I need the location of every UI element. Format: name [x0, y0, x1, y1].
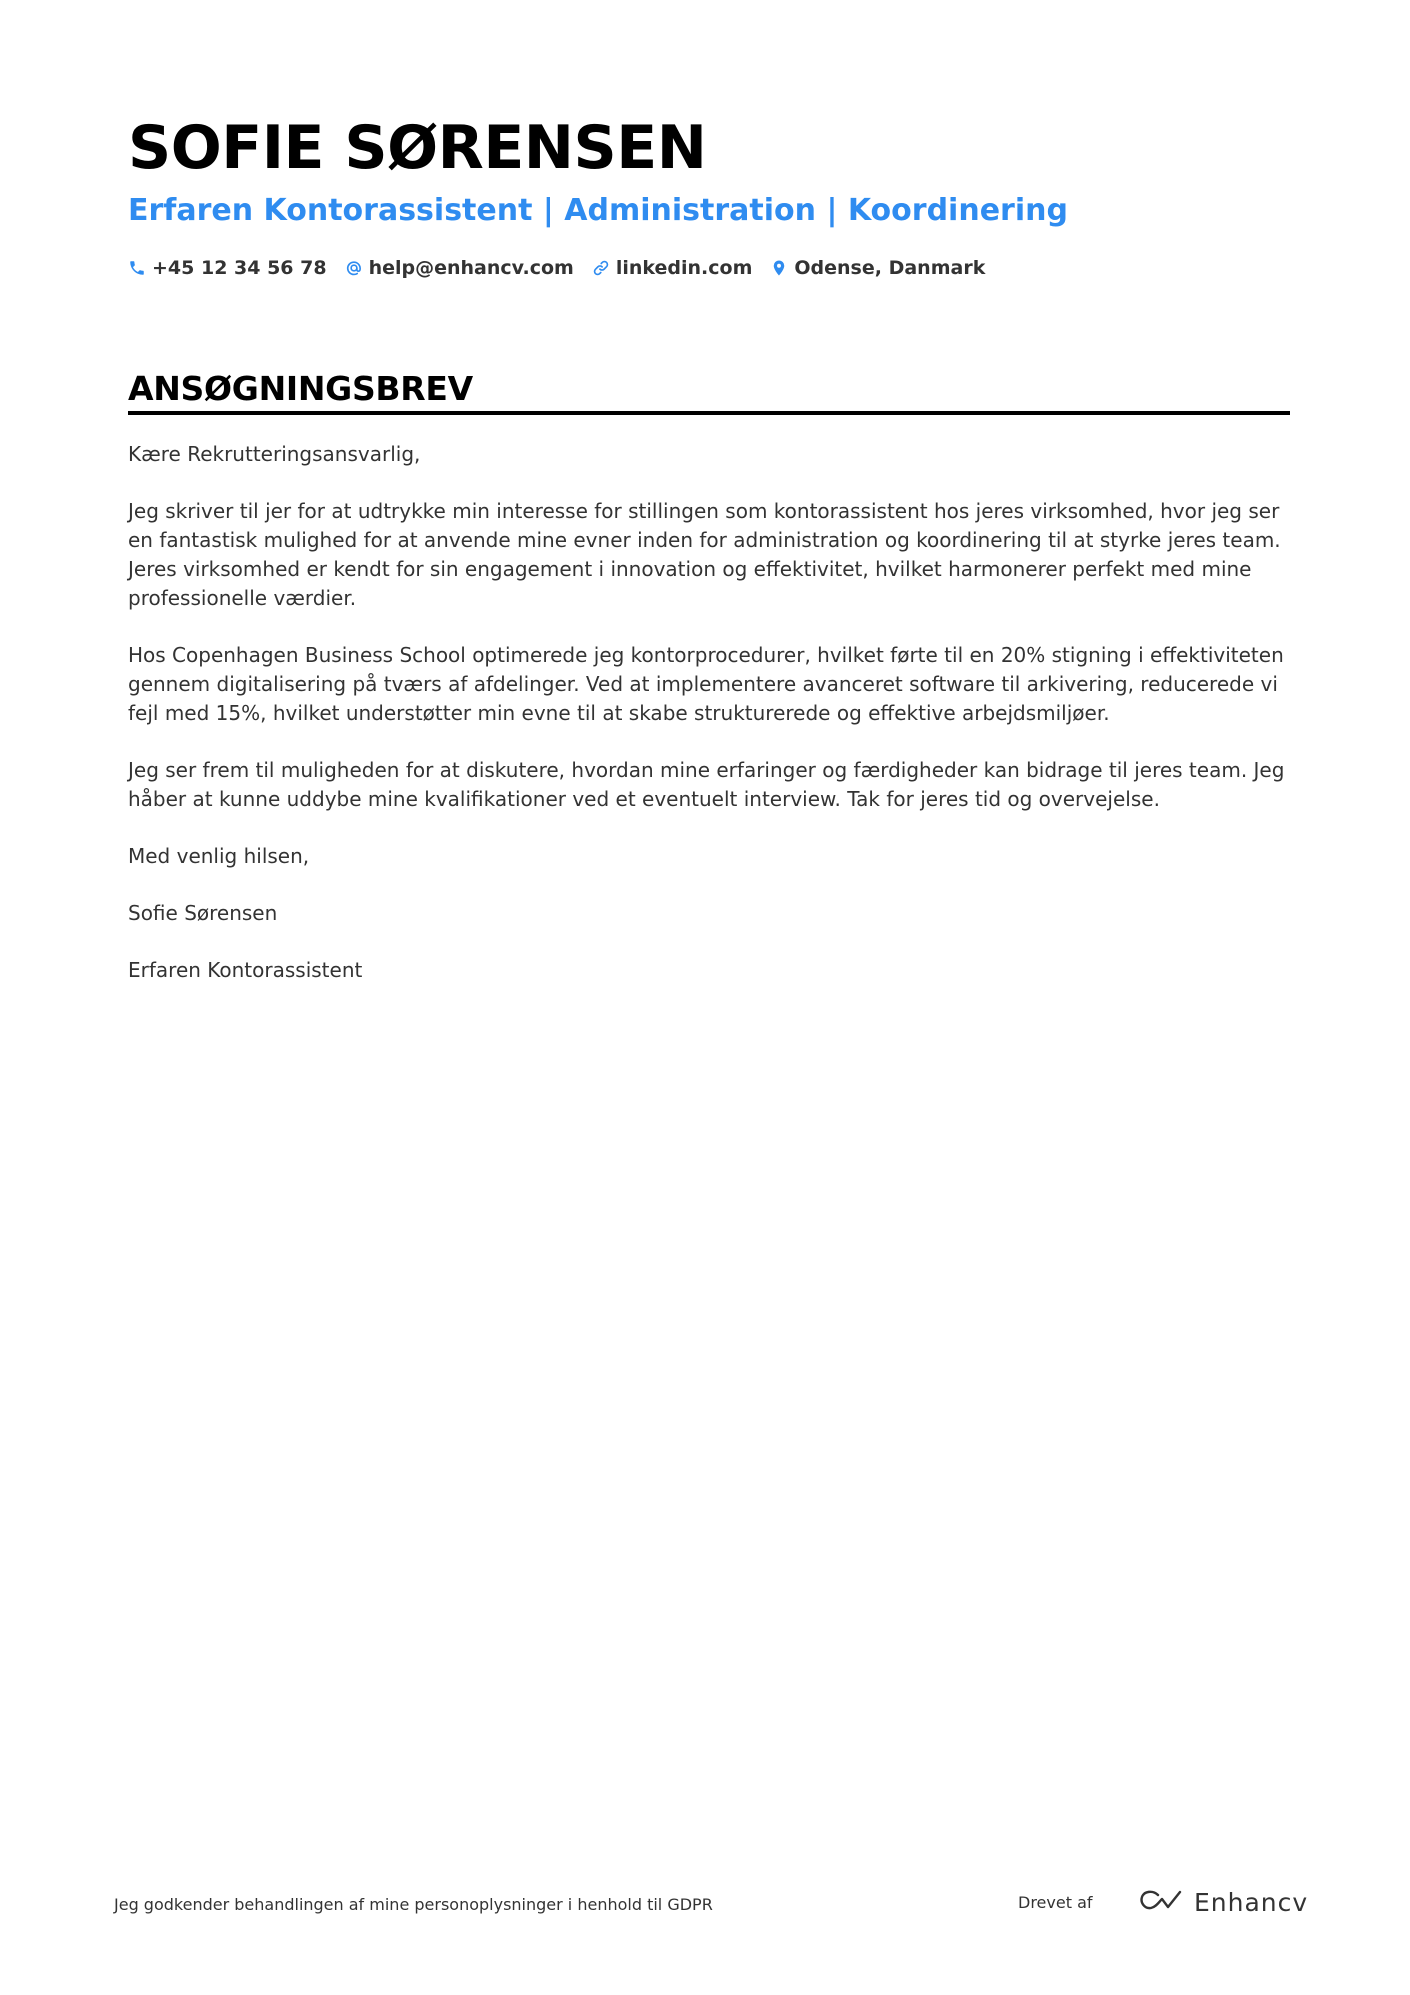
gdpr-consent: Jeg godkender behandlingen af mine personoplysninger i henhold til GDPR — [114, 1895, 713, 1914]
letter-signature-name: Sofie Sørensen — [128, 901, 278, 925]
letter-paragraph: Jeg skriver til jer for at udtrykke min interesse for stillingen som kontorassistent hos jeres virksomhed, hvor jeg ser en fantastisk mulighed for at anvende mine evner inden for administration og koordinering til at styrke jeres team. Jeres virksomhed er kendt for sin engagement i innovation og effektivitet, hvilket harmonerer perfekt med mine professionelle værdier. — [128, 499, 1281, 610]
contact-linkedin[interactable] — [592, 257, 753, 279]
letter-closing: Med venlig hilsen, — [128, 844, 310, 868]
location-pin-icon — [770, 259, 788, 277]
letter-paragraph: Hos Copenhagen Business School optimerede jeg kontorprocedurer, hvilket førte til en 20% stigning i effektiviteten gennem digitalisering på tværs af afdelinger. Ved at implementere avanceret software til arkivering, reducerede vi fejl med 15%, hvilket understøtter min evne til at skabe strukturerede og effektive arbejdsmiljøer. — [128, 643, 1284, 725]
contact-location — [770, 257, 985, 279]
powered-by-label: Drevet af — [1018, 1893, 1093, 1912]
phone-icon — [128, 259, 146, 277]
candidate-name: SOFIE SØRENSEN — [128, 113, 707, 183]
letter-salutation: Kære Rekrutteringsansvarlig, — [128, 442, 421, 466]
candidate-title: Erfaren Kontorassistent | Administration | Koordinering — [128, 193, 1068, 228]
contact-bar — [128, 252, 985, 284]
link-icon — [592, 259, 610, 277]
contact-linkedin-text: linkedin.com — [615, 257, 753, 279]
brand-logo[interactable] — [1138, 1886, 1308, 1920]
contact-phone[interactable] — [128, 257, 327, 279]
section-divider — [128, 411, 1290, 415]
contact-phone-text: +45 12 34 56 78 — [152, 257, 327, 279]
letter-body — [128, 440, 1290, 1013]
section-title: ANSØGNINGSBREV — [128, 369, 473, 408]
contact-email[interactable] — [345, 257, 574, 279]
contact-location-text: Odense, Danmark — [794, 257, 986, 279]
letter-signature-title: Erfaren Kontorassistent — [128, 958, 363, 982]
letter-paragraph: Jeg ser frem til muligheden for at diskutere, hvordan mine erfaringer og færdigheder kan bidrage til jeres team. Jeg håber at kunne uddybe mine kvalifikationer ved et eventuelt interview. Tak for jeres tid og overvejelse. — [128, 758, 1285, 811]
enhancv-logo-icon — [1138, 1888, 1186, 1919]
at-icon — [345, 259, 363, 277]
contact-email-text: help@enhancv.com — [368, 257, 574, 279]
brand-name: Enhancv — [1194, 1888, 1309, 1917]
